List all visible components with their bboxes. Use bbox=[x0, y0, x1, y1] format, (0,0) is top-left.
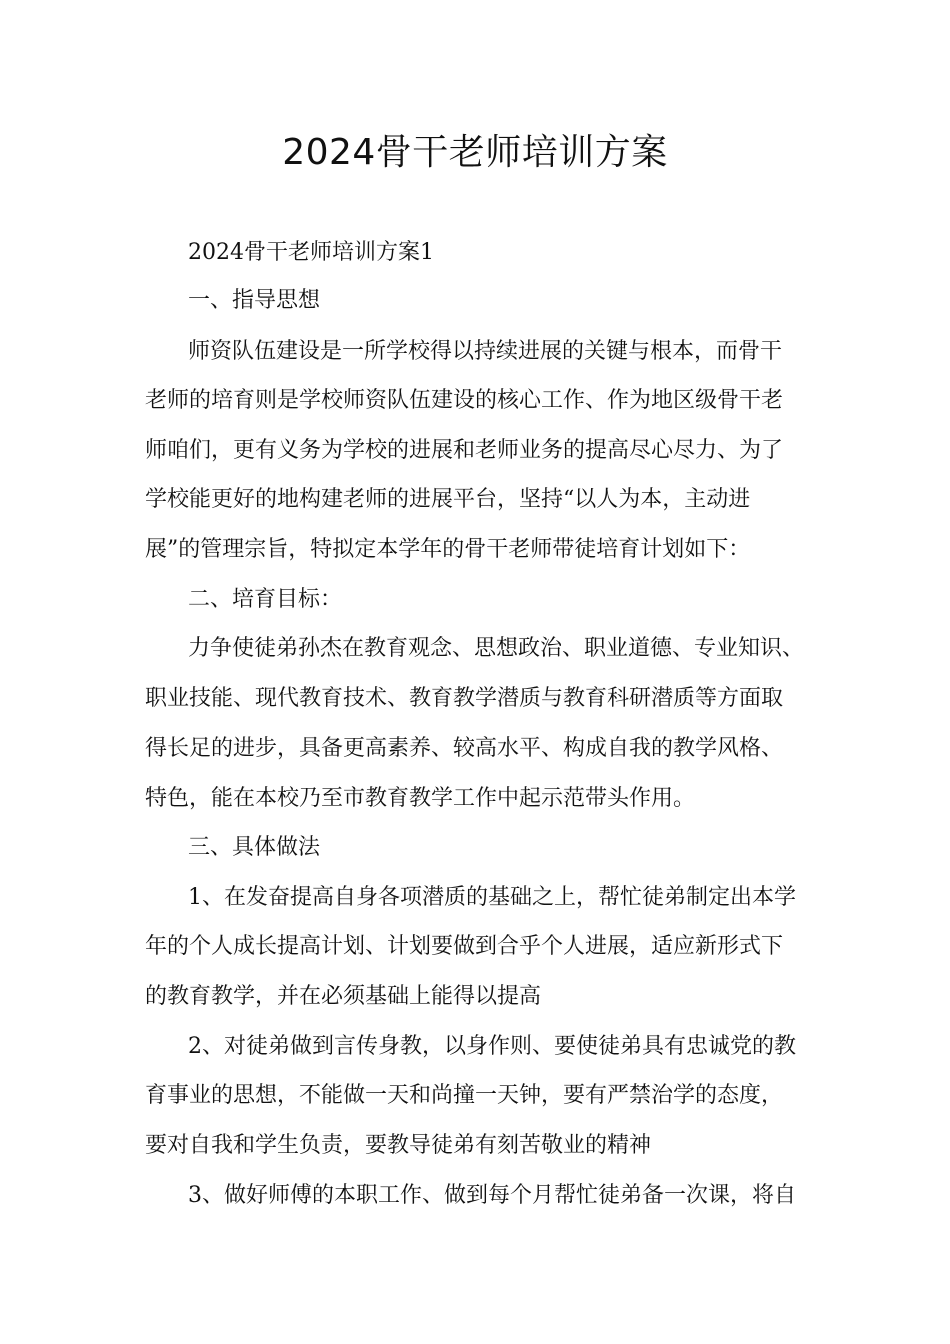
section-heading-1: 一、指导思想 bbox=[188, 288, 321, 313]
paragraph-line: 老师的培育则是学校师资队伍建设的核心工作、作为地区级骨干老 bbox=[145, 388, 784, 413]
paragraph-line: 学校能更好的地构建老师的进展平台，坚持“以人为本，主动进 bbox=[145, 487, 751, 512]
paragraph-line: 年的个人成长提高计划、计划要做到合乎个人进展，适应新形式下 bbox=[145, 934, 784, 959]
section-heading-2: 二、培育目标： bbox=[188, 587, 343, 612]
paragraph-line: 1、在发奋提高自身各项潜质的基础之上，帮忙徒弟制定出本学 bbox=[188, 885, 796, 910]
paragraph-line: 3、做好师傅的本职工作、做到每个月帮忙徒弟备一次课，将自 bbox=[188, 1183, 796, 1208]
paragraph-line: 职业技能、现代教育技术、教育教学潜质与教育科研潜质等方面取 bbox=[145, 686, 784, 711]
paragraph-line: 特色，能在本校乃至市教育教学工作中起示范带头作用。 bbox=[145, 786, 696, 811]
paragraph-line: 展”的管理宗旨，特拟定本学年的骨干老师带徒培育计划如下： bbox=[145, 537, 751, 562]
paragraph-line: 的教育教学，并在必须基础上能得以提高 bbox=[145, 984, 542, 1009]
paragraph-line: 要对自我和学生负责，要教导徒弟有刻苦敬业的精神 bbox=[145, 1133, 652, 1158]
paragraph-line: 育事业的思想，不能做一天和尚撞一天钟，要有严禁治学的态度， bbox=[145, 1083, 784, 1108]
paragraph-line: 力争使徒弟孙杰在教育观念、思想政治、职业道德、专业知识、 bbox=[188, 636, 805, 661]
paragraph-line: 得长足的进步，具备更高素养、较高水平、构成自我的教学风格、 bbox=[145, 736, 784, 761]
subtitle-line: 2024骨干老师培训方案1 bbox=[188, 240, 434, 265]
document-title: 2024骨干老师培训方案 bbox=[282, 132, 668, 173]
paragraph-line: 2、对徒弟做到言传身教，以身作则、要使徒弟具有忠诚党的教 bbox=[188, 1034, 796, 1059]
paragraph-line: 师咱们，更有义务为学校的进展和老师业务的提高尽心尽力、为了 bbox=[145, 438, 784, 463]
section-heading-3: 三、具体做法 bbox=[188, 835, 321, 860]
paragraph-line: 师资队伍建设是一所学校得以持续进展的关键与根本，而骨干 bbox=[188, 339, 783, 364]
